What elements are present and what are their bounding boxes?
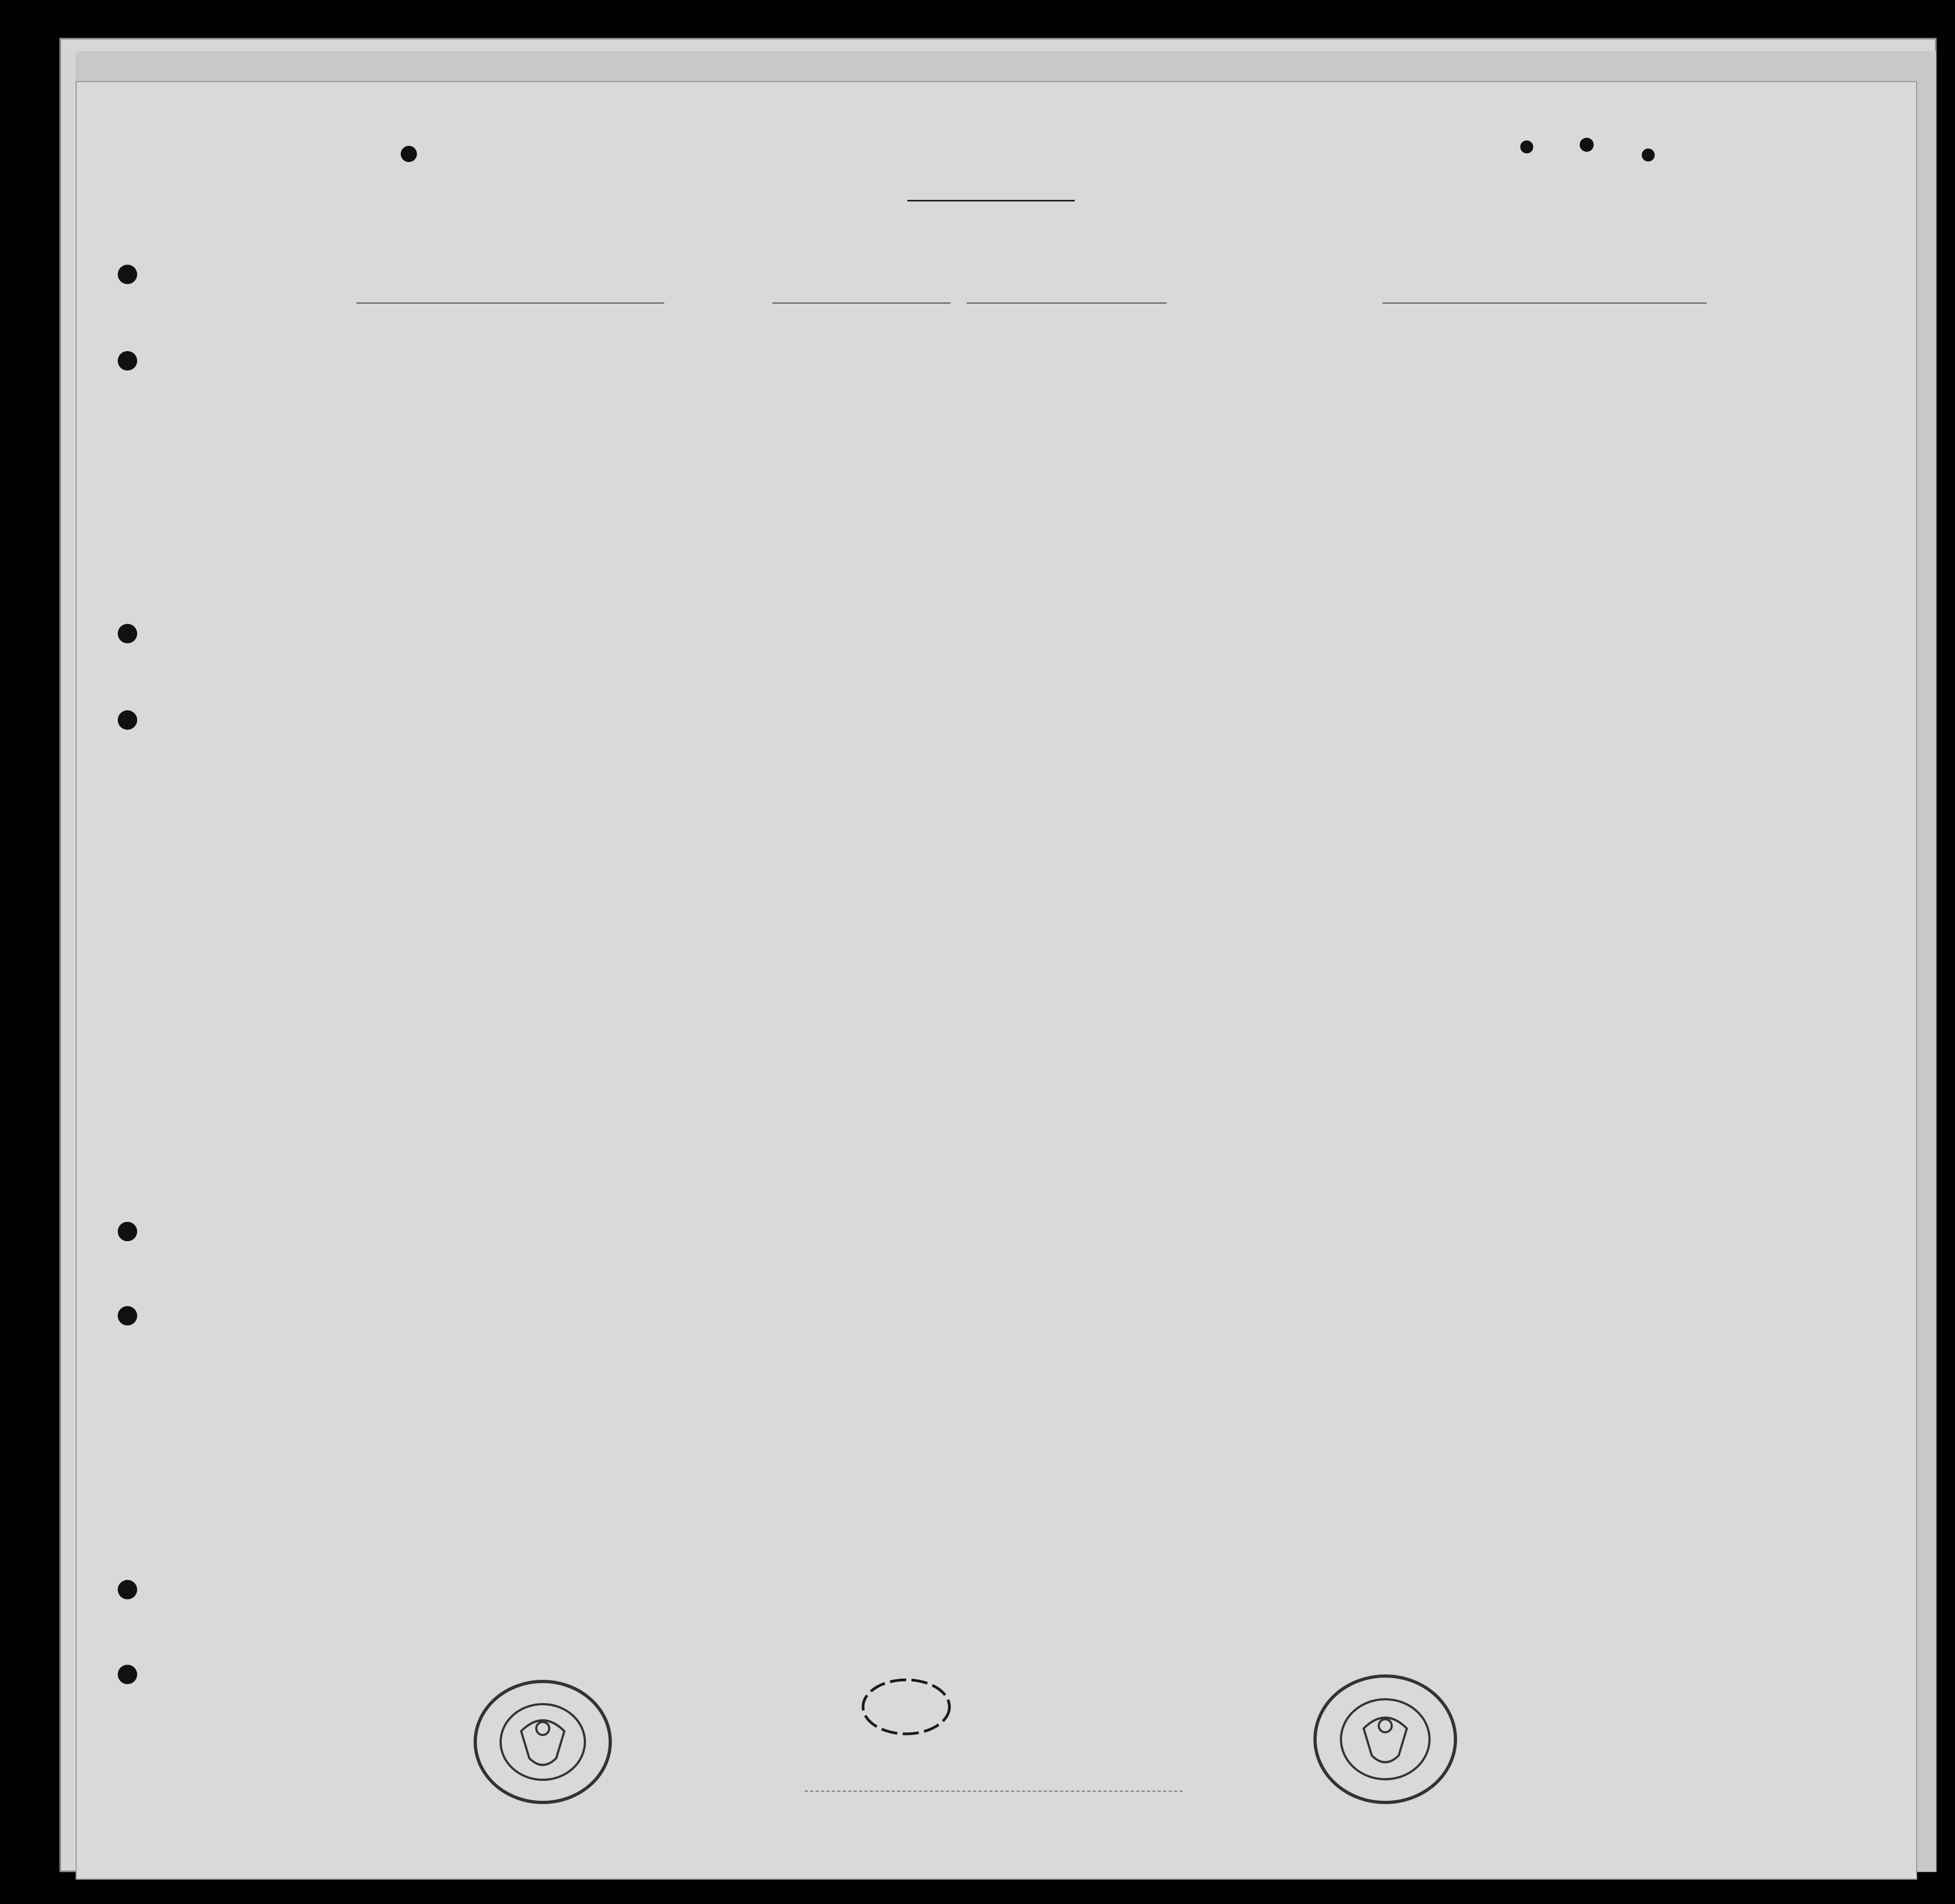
count-circle-ring [863,1680,949,1734]
seal-inner-ring [501,1704,585,1780]
eagle-icon [1364,1718,1407,1762]
seal-eagle-head [1379,1719,1392,1732]
count-circle [858,1674,955,1739]
seal-eagle-head [536,1722,549,1735]
consulate-seal [470,1677,616,1807]
consulate-seal-2 [1310,1672,1461,1807]
inspector-signature-line [805,1791,1183,1792]
seal-inner-ring [1341,1699,1430,1779]
seal-outer-ring [1315,1676,1455,1802]
eagle-icon [521,1720,564,1765]
seal-outer-ring [475,1681,610,1802]
